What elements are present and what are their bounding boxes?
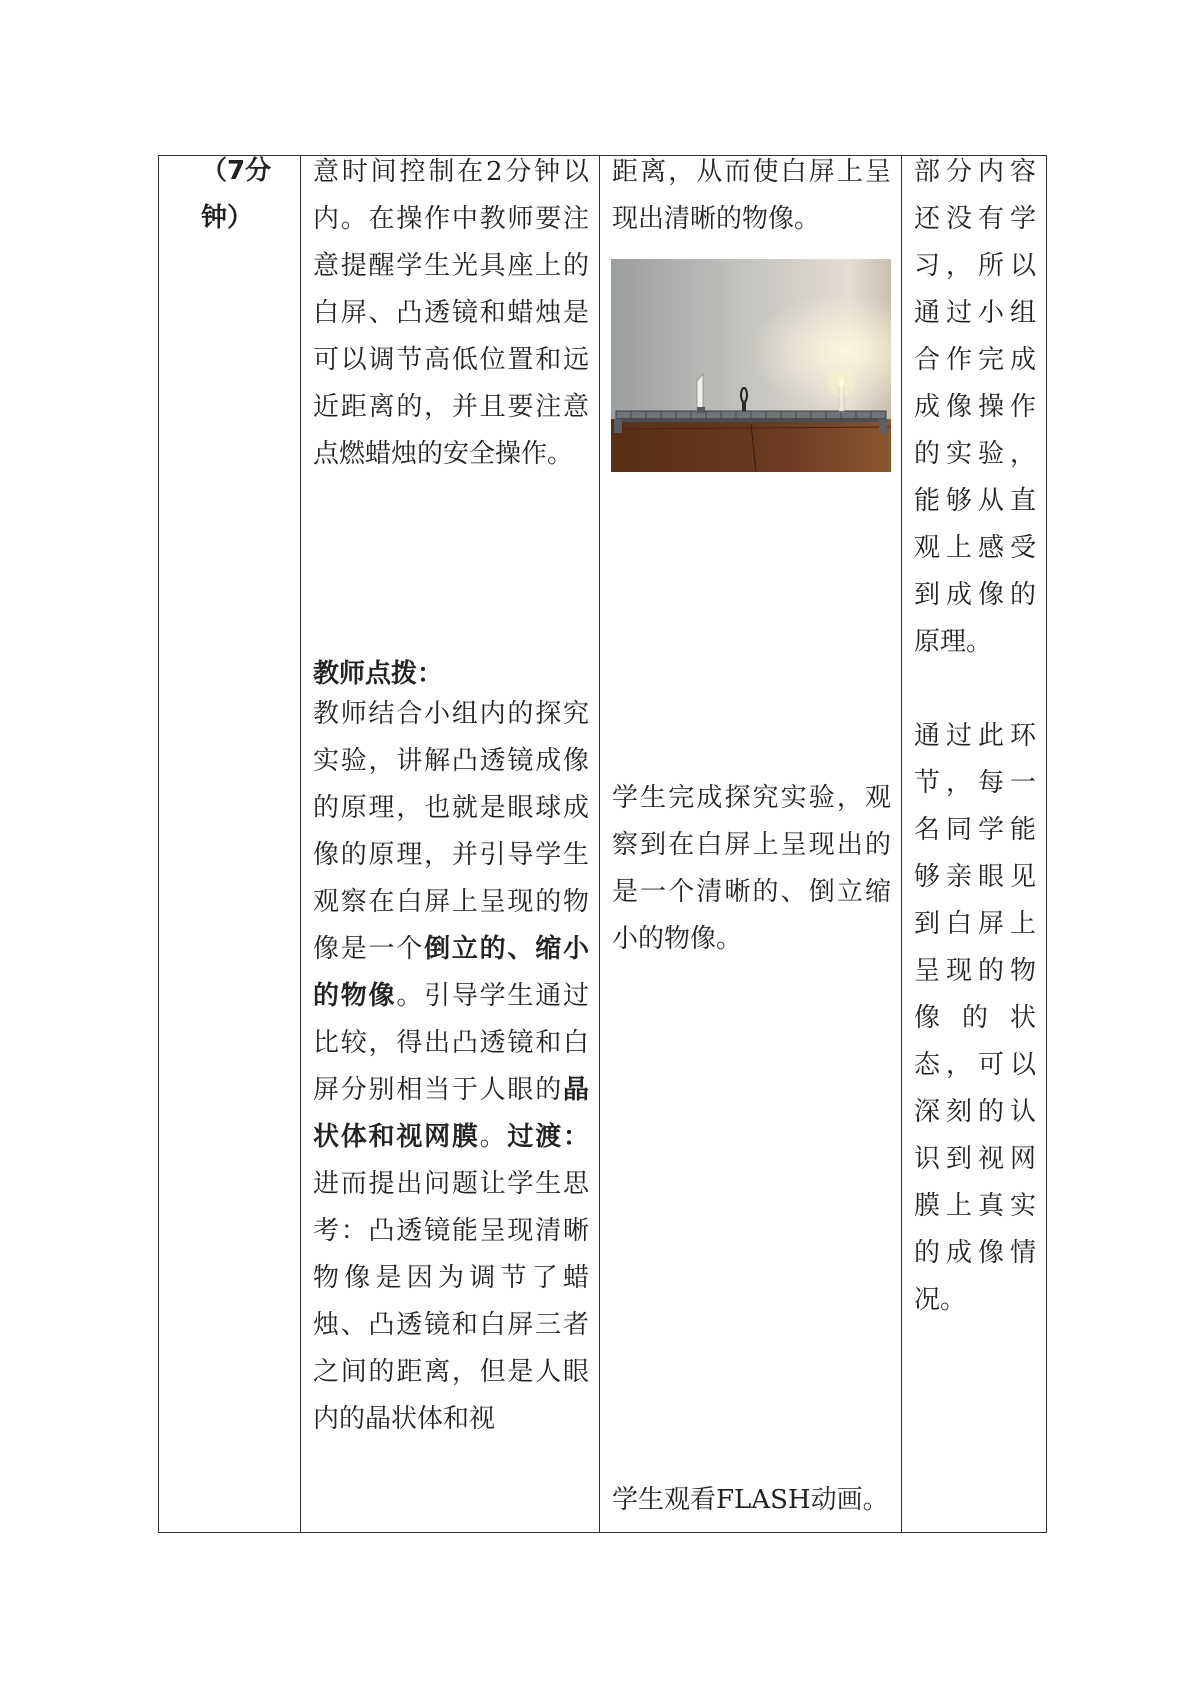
student-paragraph-1: 距离，从而使白屏上呈现出清晰的物像。 — [612, 157, 891, 234]
teacher-emphasis-inverted-image: 倒立的、缩小的物像 — [313, 934, 589, 1011]
teacher-text-segment: 进而提出问题让学生思考：凸透镜能呈现清晰物像是因为调节了蜡烛、凸透镜和白屏三者之间的距离，但是人眼内的晶状体和视 — [313, 1169, 589, 1434]
teacher-text-segment: 教师结合小组内的探究实验，讲解凸透镜成像的原理，也就是眼球成像的原理，并引导学生观察在白屏上呈现的物像是一个 — [313, 699, 589, 964]
intent-paragraph-1: 部分内容还没有学习，所以通过小组合作完成成像操作的实验，能够从直观上感受到成像的原理。 — [914, 157, 1036, 657]
teacher-paragraph-2 — [301, 691, 599, 1443]
teacher-text-segment: 。 — [479, 1122, 508, 1152]
intent-paragraph-2: 通过此环节，每一名同学能够亲眼见到白屏上呈现的物像的状态，可以深刻的认识到视网膜上真实的成像情况。 — [914, 721, 1036, 1315]
lesson-plan-table — [158, 155, 1047, 1533]
stage-duration: （7分 钟） — [201, 156, 272, 233]
table-row — [159, 156, 1047, 1533]
student-paragraph-3: 学生观看FLASH动画。 — [612, 1485, 889, 1515]
optical-bench-photo — [611, 259, 891, 472]
stage-cell — [159, 156, 301, 1533]
teacher-hint-heading: 教师点拨： — [313, 659, 444, 689]
teacher-text-segment: 。引导学生通过比较，得出凸透镜和白屏分别相当于人眼的 — [313, 981, 589, 1105]
student-activity-cell — [600, 156, 902, 1533]
teacher-activity-cell — [301, 156, 600, 1533]
optical-bench-candle-icon — [611, 259, 891, 472]
teacher-emphasis-lens-retina: 晶状体和视网膜 — [313, 1075, 589, 1152]
teacher-transition-label: 过渡： — [507, 1122, 589, 1152]
teacher-paragraph-1: 意时间控制在2分钟以内。在操作中教师要注意提醒学生光具座上的白屏、凸透镜和蜡烛是可以调节高低位置和远近距离的，并且要注意点燃蜡烛的安全操作。 — [313, 157, 589, 469]
student-paragraph-2: 学生完成探究实验，观察到在白屏上呈现出的是一个清晰的、倒立缩小的物像。 — [612, 783, 891, 954]
design-intent-cell — [902, 156, 1047, 1533]
